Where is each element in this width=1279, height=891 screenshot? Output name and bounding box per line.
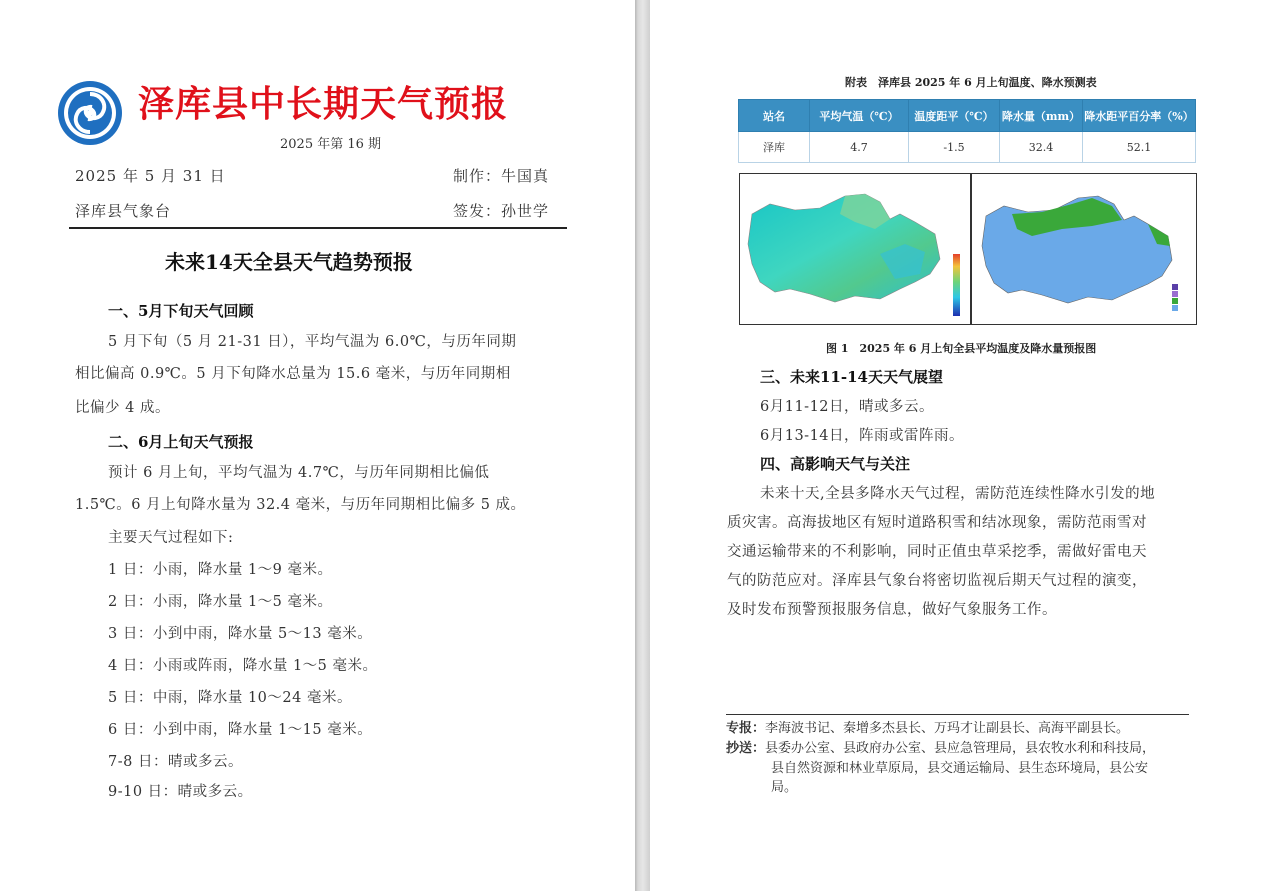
section3-line: 6月11-12日，晴或多云。 [760,399,935,415]
table-header-cell: 降水距平百分率（%） [1083,100,1196,132]
header-divider [69,227,567,229]
zhuanbao-label: 专报： [726,721,766,736]
main-heading: 未来14天全县天气趋势预报 [165,250,413,274]
table-row [739,132,1196,163]
table-header-row [739,100,1196,132]
daily-forecast-item: 2 日：小雨，降水量 1～5 毫米。 [108,594,333,610]
section1-heading: 一、5月下旬天气回顾 [108,302,254,320]
signer: 签发：孙世学 [453,202,550,220]
section4-line: 质灾害。高海拔地区有短时道路积雪和结冰现象，需防范雨雪对 [727,515,1147,531]
page-left [0,0,635,891]
section4-heading: 四、高影响天气与关注 [760,455,911,473]
table-cell: 4.7 [810,132,909,163]
precipitation-map-graphic [972,174,1196,324]
section1-line: 比偏少 4 成。 [75,400,170,416]
daily-forecast-item: 9-10 日：晴或多云。 [108,784,253,800]
table-header-cell: 站名 [739,100,810,132]
section1-line: 5 月下旬（5 月 21-31 日），平均气温为 6.0℃，与历年同期 [108,334,517,350]
forecast-table [738,99,1196,163]
section1-line: 相比偏高 0.9℃。5 月下旬降水总量为 15.6 毫米，与历年同期相 [75,366,511,382]
distribution-chaosong [726,740,1210,758]
meteorological-logo-icon [57,80,123,146]
chaosong-recipients-line: 县自然资源和林业草原局，县交通运输局、县生态环境局，县公安 [771,761,1149,776]
temperature-map-graphic [740,174,970,324]
section2-line: 1.5℃。6 月上旬降水量为 32.4 毫米，与历年同期相比偏多 5 成。 [75,497,526,513]
section4-line: 及时发布预警预报服务信息，做好气象服务工作。 [727,602,1057,618]
section2-line: 主要天气过程如下: [108,530,234,546]
daily-forecast-item: 4 日：小雨或阵雨，降水量 1～5 毫米。 [108,658,378,674]
document-title: 泽库县中长期天气预报 [138,83,509,125]
distribution-zhuanbao [726,720,1210,738]
daily-forecast-item: 1 日：小雨，降水量 1～9 毫米。 [108,562,333,578]
maker: 制作：牛国真 [453,167,550,185]
daily-forecast-item: 7-8 日：晴或多云。 [108,754,243,770]
chaosong-recipients-line: 局。 [771,780,798,795]
daily-forecast-item: 6 日：小到中雨，降水量 1～15 毫米。 [108,722,373,738]
section3-heading: 三、未来11-14天天气展望 [760,368,943,386]
chaosong-recipients: 县委办公室、县政府办公室、县应急管理局，县农牧水利和科技局， [765,741,1156,756]
daily-forecast-item: 5 日：中雨，降水量 10～24 毫米。 [108,690,352,706]
section4-line: 未来十天,全县多降水天气过程，需防范连续性降水引发的地 [760,486,1156,502]
table-header-cell: 温度距平（℃） [909,100,1000,132]
distribution-divider [726,714,1189,715]
chaosong-label: 抄送： [726,741,766,756]
zhuanbao-recipients: 李海波书记、秦增多杰县长、万玛才让副县长、高海平副县长。 [765,721,1130,736]
daily-forecast-item: 3 日：小到中雨，降水量 5～13 毫米。 [108,626,373,642]
temperature-map [739,173,971,325]
issue-date: 2025 年 5 月 31 日 [75,167,226,185]
section4-line: 交通运输带来的不利影响，同时正值虫草采挖季，需做好雷电天 [727,544,1147,560]
table-header-cell: 平均气温（℃） [810,100,909,132]
section4-line: 气的防范应对。泽库县气象台将密切监视后期天气过程的演变， [727,573,1147,589]
page-gutter [635,0,650,891]
section2-heading: 二、6月上旬天气预报 [108,433,254,451]
organization: 泽库县气象台 [75,202,172,220]
figure-caption: 图 1 2025 年 6 月上旬全县平均温度及降水量预报图 [826,342,1097,355]
table-cell: 32.4 [1000,132,1083,163]
issue-number: 2025 年第 16 期 [280,137,382,152]
table-cell: 52.1 [1083,132,1196,163]
precipitation-map [971,173,1197,325]
section2-line: 预计 6 月上旬，平均气温为 4.7℃，与历年同期相比偏低 [108,465,490,481]
table-caption: 附表 泽库县 2025 年 6 月上旬温度、降水预测表 [845,76,1097,89]
section3-line: 6月13-14日，阵雨或雷阵雨。 [760,428,965,444]
table-header-cell: 降水量（mm） [1000,100,1083,132]
table-cell: 泽库 [739,132,810,163]
table-cell: -1.5 [909,132,1000,163]
